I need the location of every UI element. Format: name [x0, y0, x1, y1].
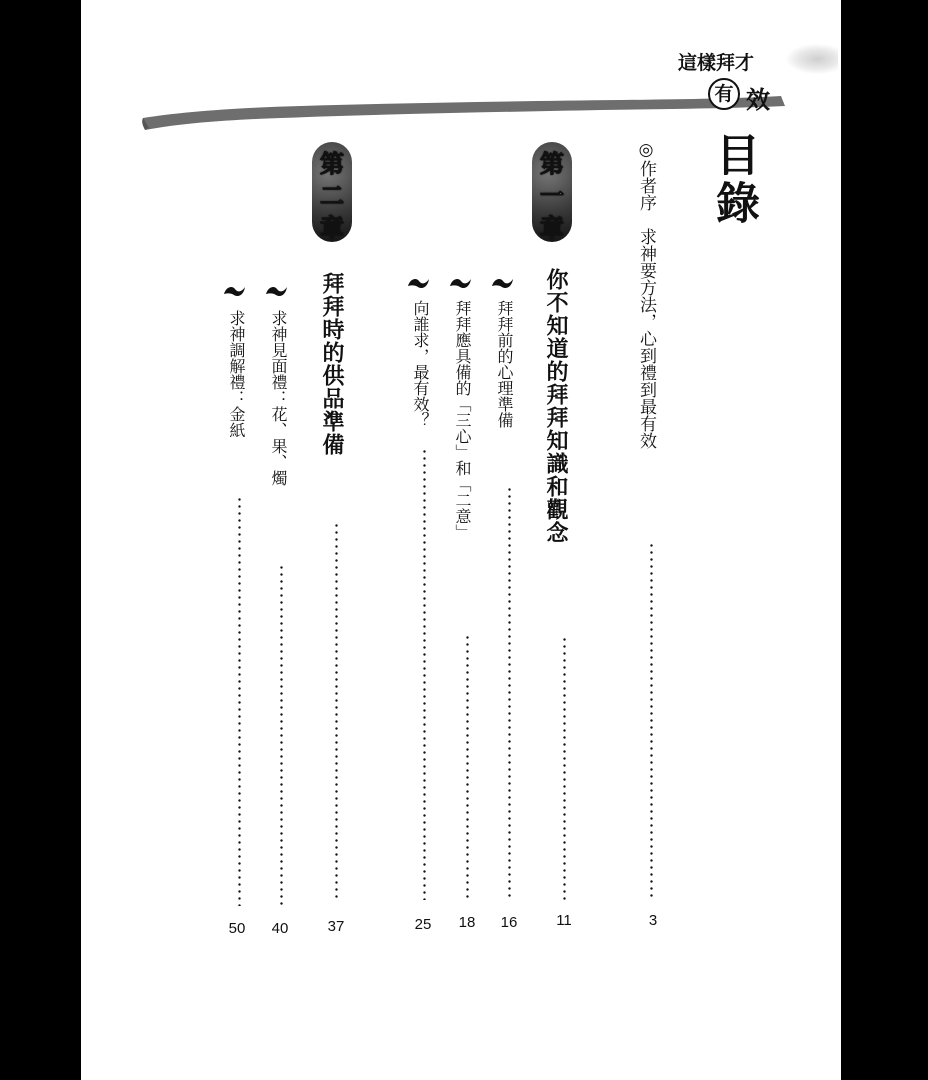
leader-dots — [508, 486, 511, 900]
badge-char: 章 — [320, 213, 344, 242]
swirl-bullet-icon — [447, 274, 475, 292]
badge-char: 第 — [540, 149, 564, 178]
page-number-section-1-3: 25 — [414, 916, 432, 933]
book-brand-logo — [678, 44, 838, 114]
page-number-section-1-1: 16 — [500, 914, 518, 931]
page-number-section-2-1: 40 — [271, 920, 289, 937]
swirl-bullet-icon — [489, 274, 517, 292]
brand-text-line1: 這樣拜才 — [678, 52, 755, 74]
badge-char: 一 — [540, 181, 564, 210]
toc-section-2-1: 求神見面禮：花、果、燭 — [269, 310, 288, 486]
toc-title: 目錄 — [708, 132, 759, 228]
swirl-bullet-icon — [221, 282, 249, 300]
leader-dots — [650, 542, 653, 898]
ink-smudge-decoration — [786, 44, 838, 74]
badge-char: 二 — [320, 181, 344, 210]
toc-entry-preface: ◎作者序 求神要方法，心到禮到最有效 — [636, 140, 656, 449]
page-number-chapter-1: 11 — [556, 912, 572, 929]
badge-char: 章 — [540, 213, 564, 242]
chapter-badge-2 — [309, 142, 355, 242]
leader-dots — [238, 496, 241, 906]
page-number-section-2-2: 50 — [228, 920, 246, 937]
book-page — [81, 0, 841, 1080]
toc-section-1-1: 拜拜前的心理準備 — [495, 300, 514, 428]
chapter-title-1: 你不知道的拜拜知識和觀念 — [543, 268, 569, 544]
leader-dots — [466, 634, 469, 900]
leader-dots — [423, 448, 426, 900]
page-number-section-1-2: 18 — [458, 914, 476, 931]
toc-section-1-3: 向誰求，最有效？ — [411, 300, 430, 428]
badge-char: 第 — [320, 149, 344, 178]
brand-text-line2: 效 — [746, 86, 770, 114]
toc-section-2-2: 求神調解禮：金紙 — [227, 310, 246, 438]
leader-dots — [280, 564, 283, 906]
toc-section-1-2: 拜拜應具備的「三心」和「二意」 — [453, 300, 472, 540]
swirl-bullet-icon — [405, 274, 433, 292]
chapter-badge-1 — [529, 142, 575, 242]
page-number-preface: 3 — [648, 912, 658, 929]
chapter-title-2: 拜拜時的供品準備 — [319, 272, 345, 456]
leader-dots — [335, 522, 338, 902]
swirl-bullet-icon — [263, 282, 291, 300]
brand-circled-char: 有 — [708, 78, 740, 110]
leader-dots — [563, 636, 566, 900]
page-number-chapter-2: 37 — [327, 918, 345, 935]
